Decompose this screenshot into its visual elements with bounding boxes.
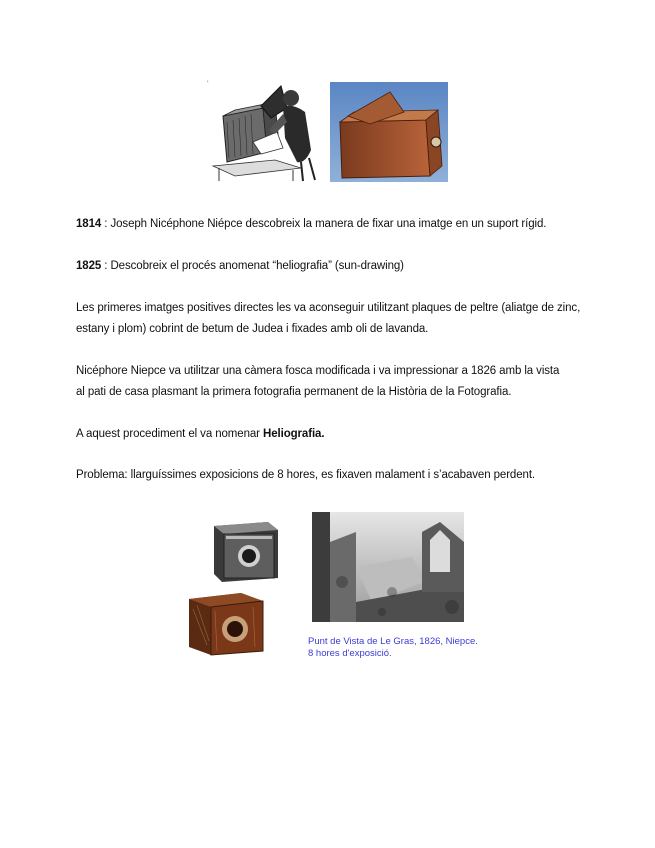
photo-caption — [308, 636, 478, 660]
view-from-window-at-le-gras-photo — [312, 512, 464, 622]
paragraph-1814 — [76, 214, 596, 235]
paragraph-problema — [76, 465, 596, 486]
paragraph-text: Problema: llarguíssimes exposicions de 8 hores, es fixaven malament i s’acabaven perdent. — [76, 469, 536, 481]
camera-box-black-and-white-photo — [206, 516, 286, 584]
paragraph-text: Les primeres imatges positives directes les va aconseguir utilitzant plaques de peltre (aliatge de zinc, estany i plom) cobrint de betum de Judea i fixades amb oli de lavanda. — [76, 302, 581, 335]
wooden-camera-box-photo — [330, 82, 448, 182]
paragraph-pewter-plates — [76, 298, 581, 339]
paragraph-text: : Joseph Nicéphone Niépce descobreix la manera de fixar una imatge en un suport rígid. — [101, 218, 547, 230]
paragraph-heliografia — [76, 424, 596, 445]
worn-wooden-camera-photo — [183, 585, 271, 657]
paragraph-1825 — [76, 256, 596, 277]
paragraph-text: : Descobreix el procés anomenat “heliografia” (sun-drawing) — [101, 260, 404, 272]
paragraph-text: A aquest procediment el va nomenar — [76, 428, 264, 440]
year-1814: 1814 — [76, 218, 102, 230]
heliografia-term: Heliografia. — [263, 428, 325, 440]
caption-line-2: 8 hores d'exposició. — [308, 648, 392, 659]
svg-text:': ' — [207, 80, 209, 87]
year-1825: 1825 — [76, 260, 102, 272]
caption-line-1: Punt de Vista de Le Gras, 1826, Niepce. — [308, 636, 478, 647]
paragraph-text: Nicéphore Niepce va utilitzar una càmera fosca modificada i va impressionar a 1826 amb la vista al pati de casa plasmant la primera fotografia permanent de la Història de la Fotografia. — [76, 365, 560, 398]
paragraph-niepce-camera — [76, 361, 571, 402]
engraving-man-with-camera-obscura-image — [205, 78, 318, 182]
